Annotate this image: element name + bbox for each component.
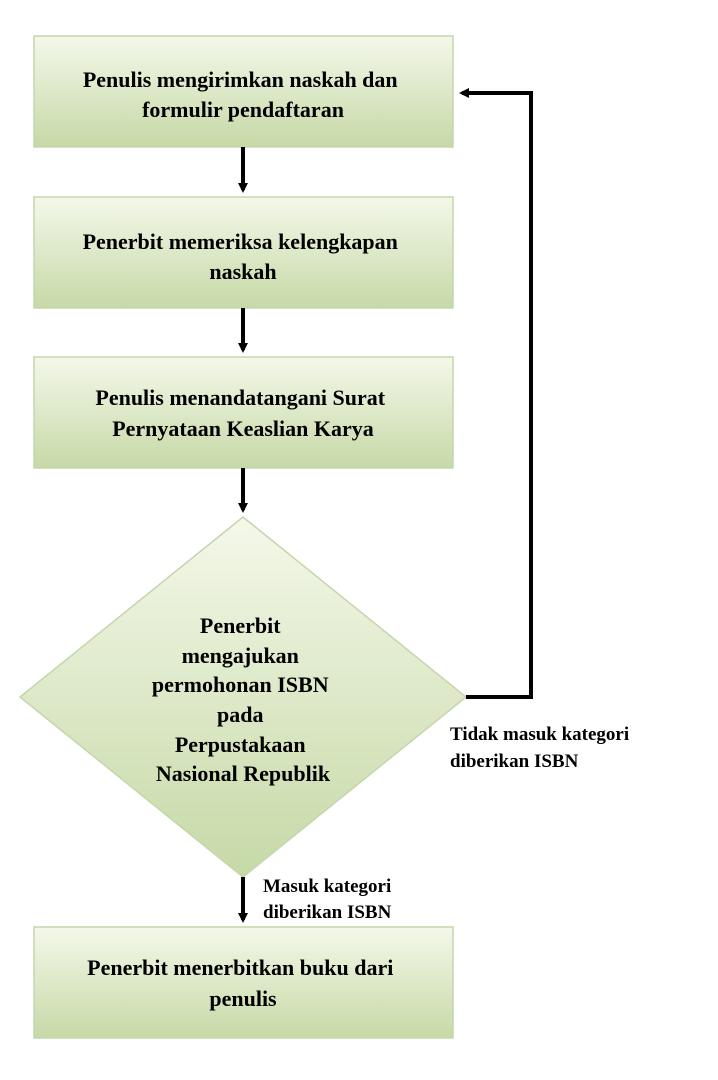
label-eligible: [263, 876, 396, 923]
decision-line-6: Nasional Republik: [155, 761, 331, 786]
node-publish-book-box: [34, 927, 453, 1038]
node-submit-manuscript-line-1: Penulis mengirimkan naskah dan: [82, 67, 398, 92]
label-not-eligible: [450, 724, 634, 772]
label-eligible-line-1: Masuk kategori: [263, 876, 392, 897]
decision-line-2: mengajukan: [181, 643, 299, 668]
label-not-eligible-line-1: Tidak masuk kategori: [450, 724, 630, 745]
node-sign-statement: [34, 357, 453, 468]
label-not-eligible-line-2: diberikan ISBN: [450, 751, 579, 772]
node-publish-book-line-1: Penerbit menerbitkan buku dari: [87, 955, 394, 980]
node-isbn-application-decision: [20, 517, 466, 877]
node-sign-statement-box: [34, 357, 453, 468]
node-check-completeness-line-1: Penerbit memeriksa kelengkapan: [82, 229, 398, 254]
node-check-completeness: [34, 197, 453, 308]
node-submit-manuscript: [34, 36, 453, 147]
node-check-completeness-line-2: naskah: [209, 259, 277, 284]
arrow-decision-back-to-step1: [462, 93, 531, 697]
decision-diamond: [20, 517, 466, 877]
label-eligible-line-2: diberikan ISBN: [263, 902, 392, 923]
decision-line-4: pada: [217, 702, 264, 727]
node-sign-statement-line-1: Penulis menandatangani Surat: [95, 385, 386, 410]
node-sign-statement-line-2: Pernyataan Keaslian Karya: [112, 416, 374, 441]
decision-line-1: Penerbit: [199, 613, 281, 638]
node-submit-manuscript-line-2: formulir pendaftaran: [142, 97, 344, 122]
decision-line-5: Perpustakaan: [174, 732, 306, 757]
node-publish-book-line-2: penulis: [209, 986, 277, 1011]
decision-line-3: permohonan ISBN: [151, 672, 329, 697]
node-publish-book: [34, 927, 453, 1038]
